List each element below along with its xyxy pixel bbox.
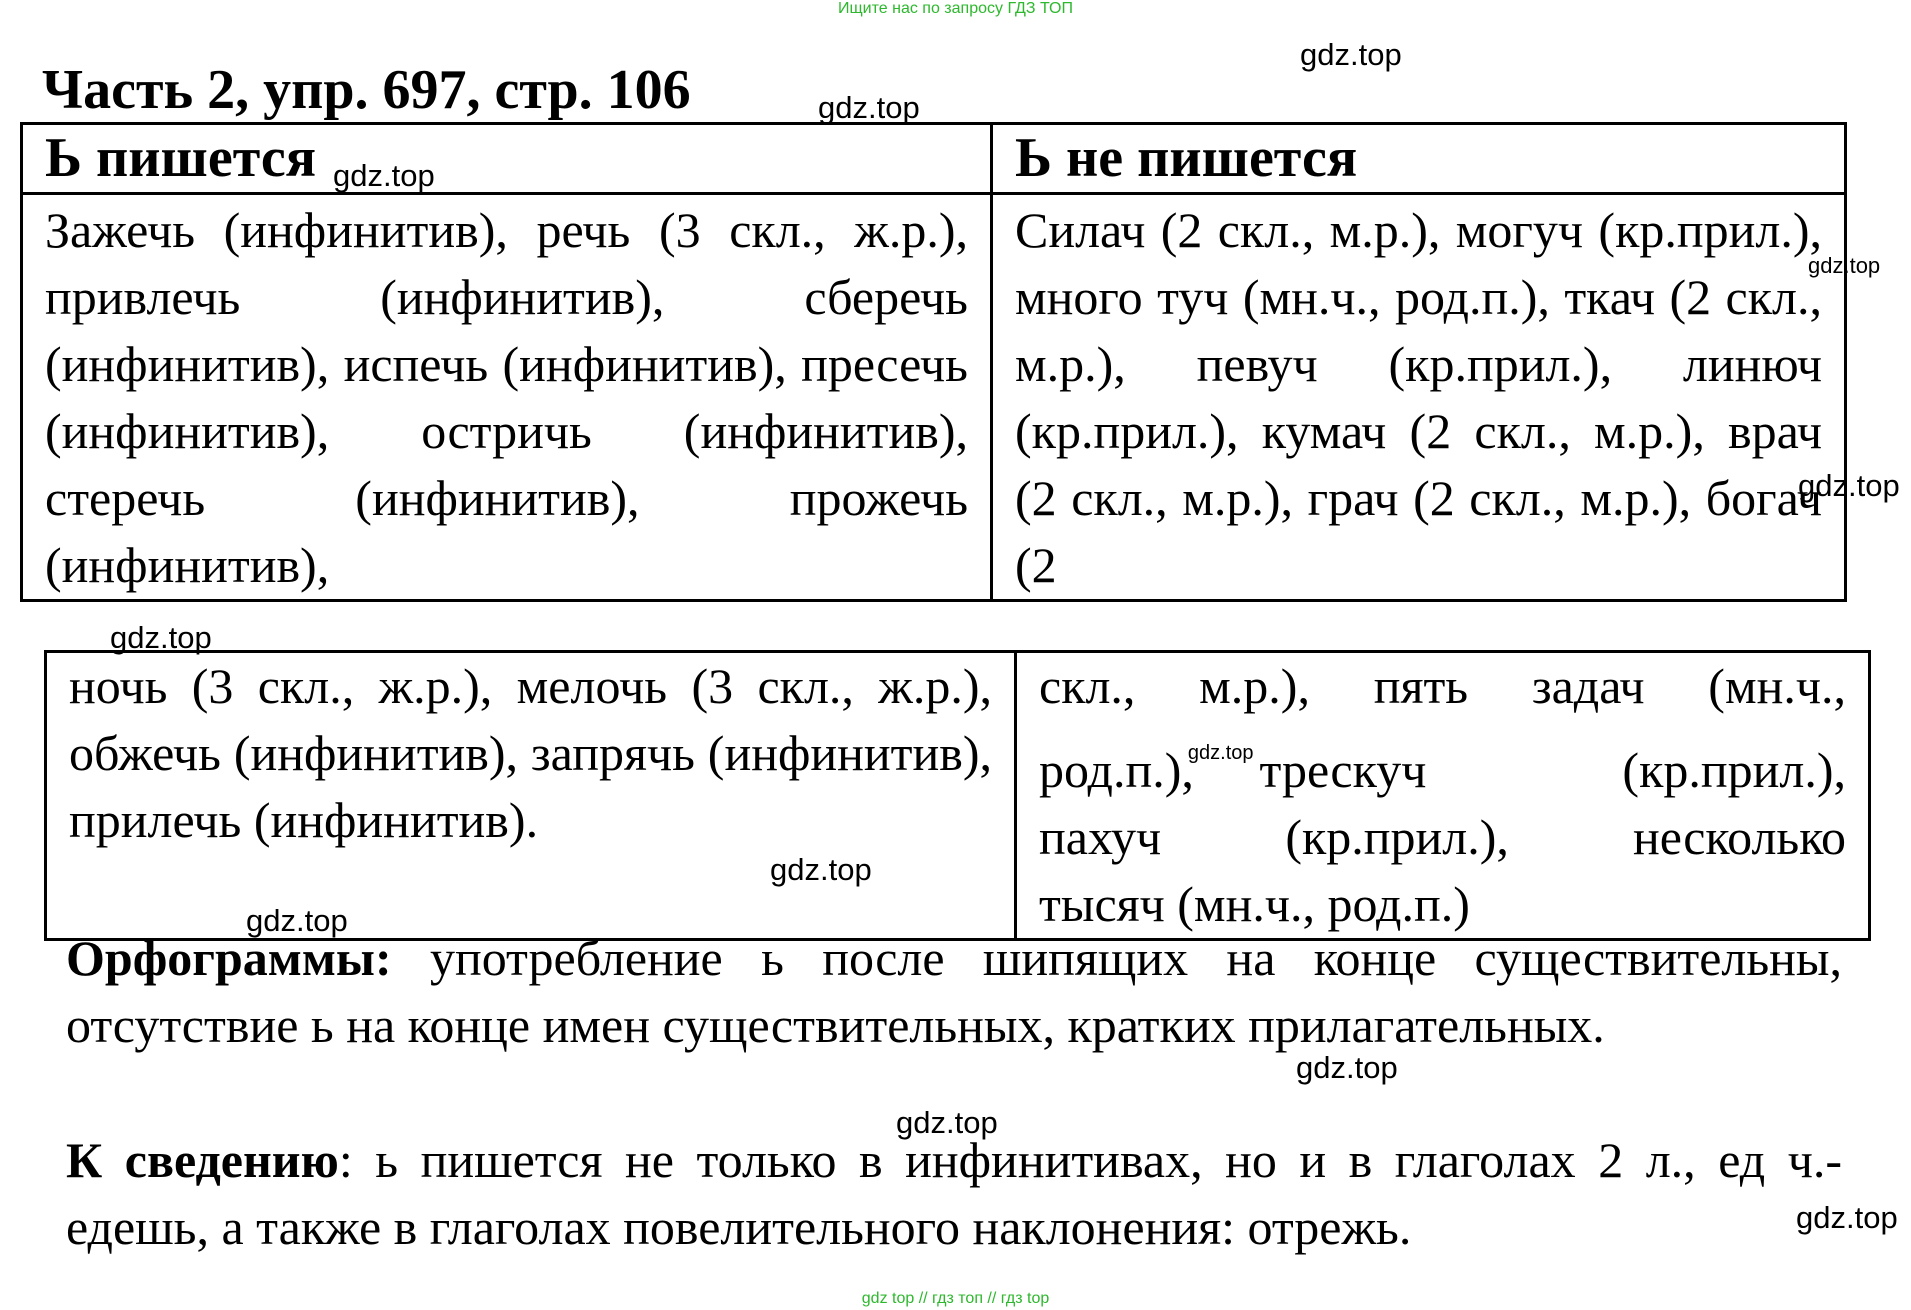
orthograms-paragraph <box>66 925 1842 1059</box>
footer-banner: gdz top // гдз топ // гдз top <box>861 1290 1050 1307</box>
watermark: gdz.top <box>1808 253 1881 278</box>
watermark: gdz.top <box>896 1105 998 1140</box>
watermark: gdz.top <box>1187 742 1254 764</box>
table-1-right-cell <box>992 194 1846 601</box>
table-2-right-line: пахуч (кр.прил.), несколько <box>1039 809 1846 865</box>
table-1-left-cell <box>22 194 992 601</box>
table-2-right-line: скл., м.р.), пять задач (мн.ч., <box>1039 658 1846 714</box>
table-1 <box>20 122 1847 602</box>
watermark: gdz.top <box>110 620 212 655</box>
page-title: Часть 2, упр. 697, стр. 106 <box>42 59 691 121</box>
watermark: gdz.top <box>770 852 872 887</box>
table-2 <box>44 650 1871 941</box>
table-2-right-fragment: род.п.), <box>1039 742 1194 798</box>
orthograms-label: Орфограммы: <box>66 930 392 986</box>
info-paragraph <box>66 1127 1842 1261</box>
table-1-right-text: Силач (2 скл., м.р.), могуч (кр.прил.), много туч (мн.ч., род.п.), ткач (2 скл., м.р.), певуч (кр.прил.), линюч (кр.прил.), кумач (2 скл., м.р.), врач (2 скл., м.р.), грач (2 скл., м.р.), богач (2 <box>1015 202 1822 593</box>
watermark: gdz.top <box>1296 1050 1398 1085</box>
table-2-right-line <box>1039 720 1846 804</box>
watermark: gdz.top <box>246 903 348 938</box>
info-label: К сведению <box>66 1132 339 1188</box>
top-banner: Ищите нас по запросу ГДЗ ТОП <box>838 0 1073 17</box>
watermark: gdz.top <box>1300 37 1402 72</box>
orthograms-text: употребление ь после шипящих на конце существительны, отсутствие ь на конце имен существительных, кратких прилагательных. <box>66 930 1843 1053</box>
watermark: gdz.top <box>1796 1200 1898 1235</box>
table-2-right-fragment: трескуч (кр.прил.), <box>1259 742 1846 798</box>
info-text: : ь пишется не только в инфинитивах, но и в глаголах 2 л., ед ч.- едешь, а также в глаголах повелительного наклонения: отрежь. <box>66 1132 1843 1255</box>
table-2-left-text: ночь (3 скл., ж.р.), мелочь (3 скл., ж.р.), обжечь (инфинитив), запрячь (инфинитив), прилечь (инфинитив). <box>69 658 992 848</box>
watermark: gdz.top <box>818 90 920 125</box>
table-2-right-cell <box>1016 652 1870 940</box>
table-2-left-cell <box>46 652 1016 940</box>
header-writes-soft-sign: Ь пишется <box>45 127 317 189</box>
header-no-soft-sign: Ь не пишется <box>1015 127 1358 189</box>
table-2-right-line: тысяч (мн.ч., род.п.) <box>1039 876 1470 932</box>
table-1-header-right <box>992 124 1846 194</box>
watermark: gdz.top <box>1798 468 1900 503</box>
watermark: gdz.top <box>333 158 435 193</box>
table-1-header-left <box>22 124 992 194</box>
table-1-left-text: Зажечь (инфинитив), речь (3 скл., ж.р.), привлечь (инфинитив), сберечь (инфинитив), испечь (инфинитив), пресечь (инфинитив), остричь (инфинитив), стеречь (инфинитив), прожечь (инфинитив), <box>45 202 968 593</box>
